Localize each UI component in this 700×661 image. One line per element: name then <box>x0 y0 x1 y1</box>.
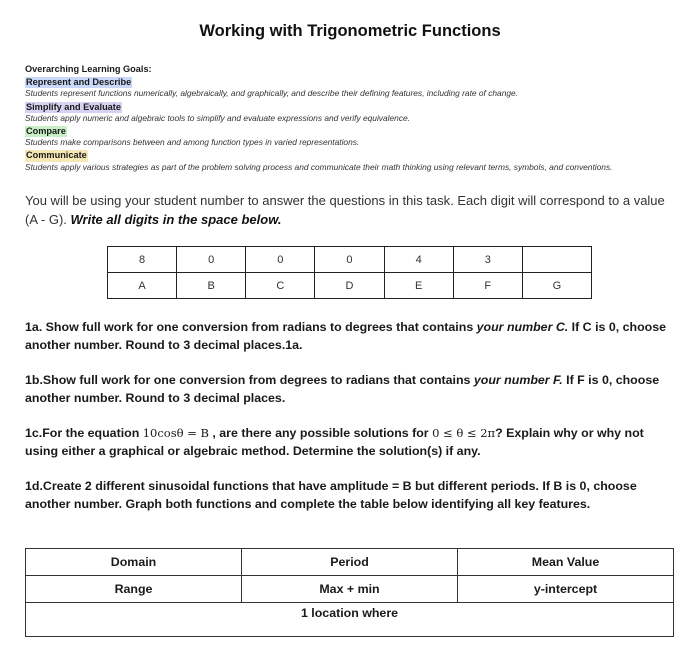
digit-cell[interactable]: 0 <box>315 247 384 273</box>
letter-cell: E <box>384 273 453 299</box>
goal-item <box>25 75 665 99</box>
goal-description: Students apply numeric and algebraic tools to simplify and evaluate expressions and verify equivalence. <box>25 112 411 123</box>
question-1a <box>25 318 680 354</box>
table-row <box>26 576 674 603</box>
goal-item <box>25 124 665 148</box>
table-cell[interactable]: Period <box>242 549 458 576</box>
instructions <box>25 191 675 229</box>
letter-cell: D <box>315 273 384 299</box>
goal-item <box>25 100 665 124</box>
page-title: Working with Trigonometric Functions <box>199 22 501 40</box>
digit-cell[interactable]: 8 <box>108 247 177 273</box>
question-text: 1a. Show full work for one conversion from radians to degrees that contains <box>25 320 477 334</box>
question-1c <box>25 424 680 460</box>
digit-cell[interactable]: 0 <box>177 247 246 273</box>
goal-description: Students make comparisons between and among function types in varied representations. <box>25 137 360 148</box>
table-cell[interactable]: Mean Value <box>458 549 674 576</box>
digit-row <box>108 247 592 273</box>
goals-heading: Overarching Learning Goals: <box>25 64 152 74</box>
question-text: If F is 0, choose another number. Round to 3 decimal places. <box>25 373 660 405</box>
goal-label: Compare <box>26 126 66 137</box>
letter-row <box>108 273 592 299</box>
question-text: 1c.For the equation <box>25 426 143 440</box>
goal-label: Communicate <box>26 150 87 161</box>
table-cell[interactable]: Max + min <box>242 576 458 603</box>
student-number-table <box>107 246 592 299</box>
question-text: , are there any possible solutions for <box>208 426 433 440</box>
goal-label: Simplify and Evaluate <box>26 101 121 112</box>
instructions-emphasis: Write all digits in the space below. <box>70 212 282 227</box>
letter-cell: A <box>108 273 177 299</box>
table-cell[interactable]: y-intercept <box>458 576 674 603</box>
question-1b <box>25 371 680 407</box>
equation: 10cosθ = B <box>142 426 209 440</box>
table-row <box>26 603 674 637</box>
instructions-text: You will be using your student number to answer the questions in this task. Each digit will correspond to a value (A - G). <box>25 193 665 227</box>
question-emphasis: your number F. <box>473 373 563 387</box>
digit-cell[interactable]: 3 <box>453 247 522 273</box>
digit-cell[interactable]: 0 <box>246 247 315 273</box>
question-text: 1b.Show full work for one conversion from degrees to radians that contains <box>25 373 474 387</box>
letter-cell: C <box>246 273 315 299</box>
table-cell[interactable]: Range <box>26 576 242 603</box>
goal-label: Represent and Describe <box>26 77 132 88</box>
digit-cell[interactable]: 4 <box>384 247 453 273</box>
interval: 0 ≤ θ ≤ 2π <box>432 426 496 440</box>
letter-cell: G <box>522 273 591 299</box>
goal-item <box>25 148 665 172</box>
question-emphasis: your number C. <box>476 320 569 334</box>
key-features-table <box>25 548 674 637</box>
goal-description: Students apply various strategies as part of the problem solving process and communicate their math thinking using relevant terms, symbols, and conventions. <box>25 161 613 172</box>
letter-cell: B <box>177 273 246 299</box>
question-text: If C is 0, choose another number. Round to 3 decimal places.1a. <box>25 320 666 352</box>
table-row <box>26 549 674 576</box>
table-cell[interactable]: 1 location where <box>26 603 674 637</box>
table-cell[interactable]: Domain <box>26 549 242 576</box>
digit-cell[interactable] <box>522 247 591 273</box>
letter-cell: F <box>453 273 522 299</box>
goal-description: Students represent functions numerically, algebraically, and graphically, and describe their defining features, including rate of change. <box>25 88 519 99</box>
question-1d: 1d.Create 2 different sinusoidal functions that have amplitude = B but different periods. If B is 0, choose another number. Graph both functions and complete the table below identifying all key features. <box>25 479 637 511</box>
learning-goals <box>25 64 665 173</box>
question-text: ? Explain why or why not using either a graphical or algebraic method. Determine the solution(s) if any. <box>25 426 644 458</box>
